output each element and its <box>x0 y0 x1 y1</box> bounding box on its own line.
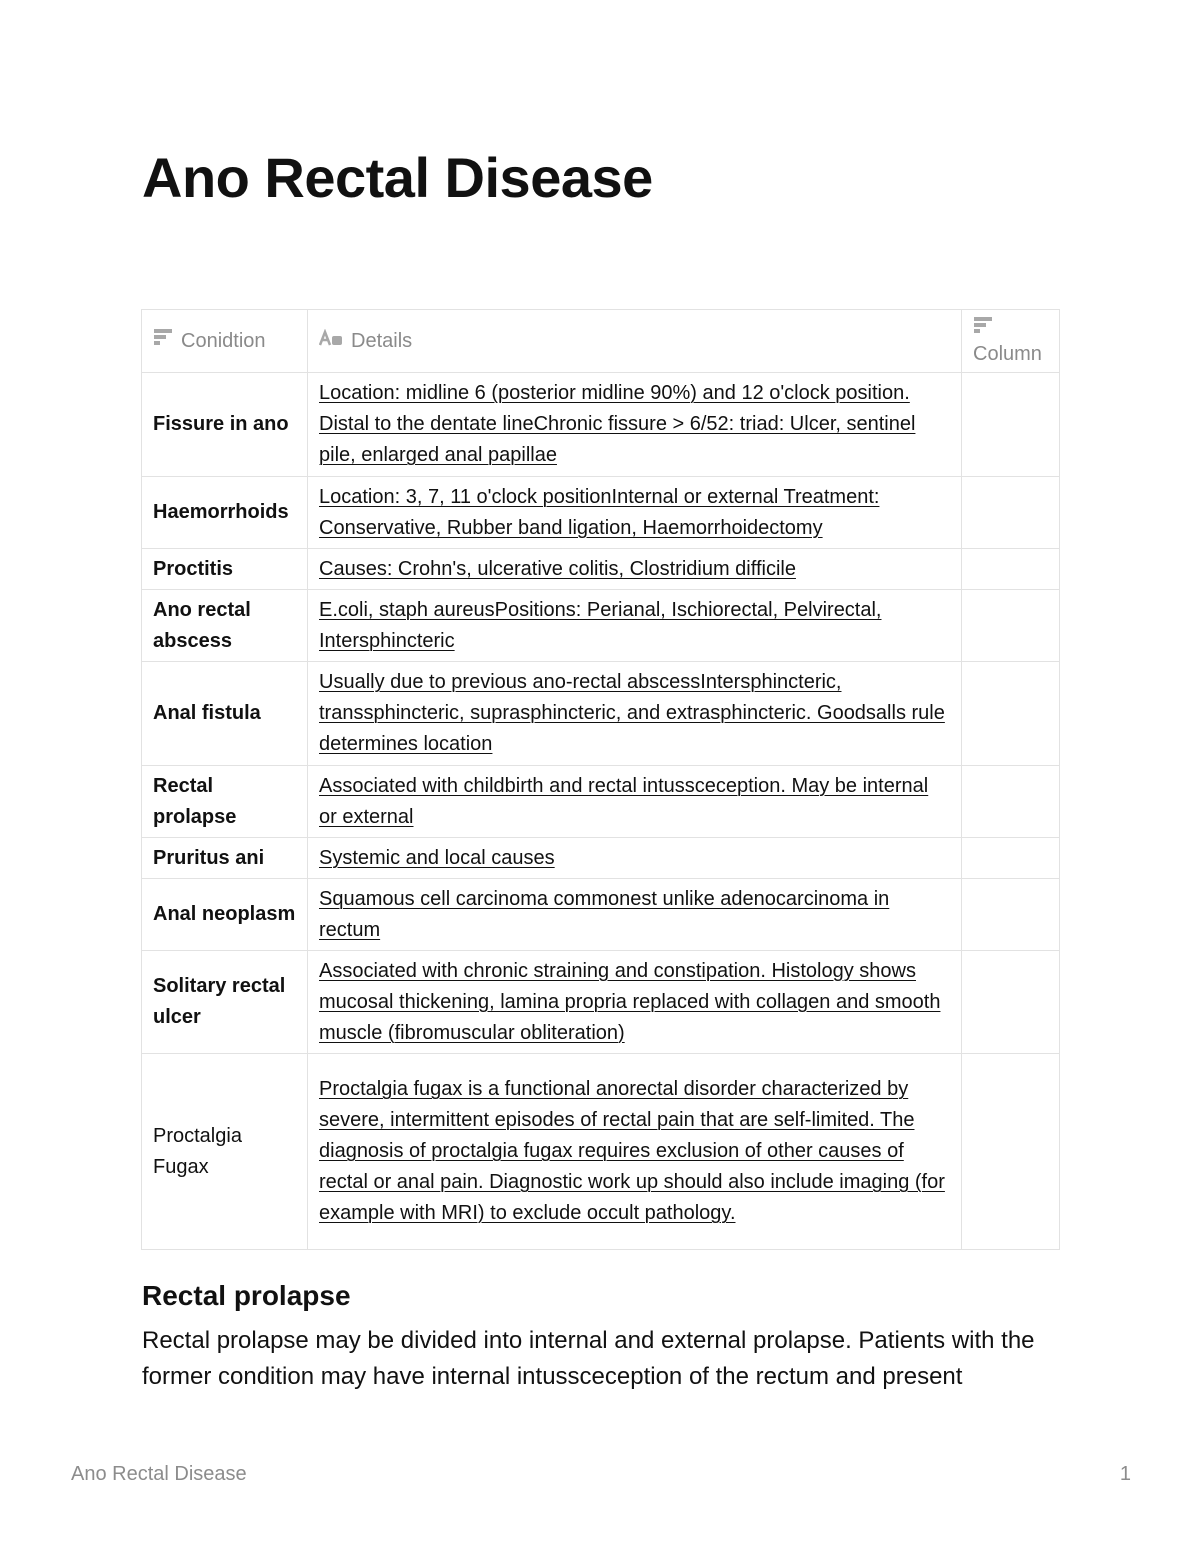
table-row <box>142 549 1060 590</box>
table-row <box>142 879 1060 951</box>
column-header-condition[interactable] <box>142 310 308 373</box>
condition-cell: Haemorrhoids <box>142 477 308 549</box>
text-property-icon <box>973 315 993 341</box>
condition-cell: Rectal prolapse <box>142 766 308 838</box>
condition-cell: Anal neoplasm <box>142 879 308 951</box>
details-cell[interactable]: Location: midline 6 (posterior midline 90%) and 12 o'clock position. Distal to the dentate lineChronic fissure > 6/52: triad: Ulcer, sentinel pile, enlarged anal papillae <box>308 373 962 477</box>
condition-cell: Pruritus ani <box>142 838 308 879</box>
details-cell[interactable]: Squamous cell carcinoma commonest unlike adenocarcinoma in rectum <box>308 879 962 951</box>
column-header-label: Conidtion <box>181 329 266 352</box>
column-cell[interactable] <box>962 879 1060 951</box>
details-cell[interactable]: Associated with childbirth and rectal intussceception. May be internal or external <box>308 766 962 838</box>
column-cell[interactable] <box>962 549 1060 590</box>
footer-page-number: 1 <box>1119 1463 1131 1485</box>
table-row <box>142 477 1060 549</box>
column-cell[interactable] <box>962 477 1060 549</box>
table-row <box>142 838 1060 879</box>
table-row <box>142 1054 1060 1250</box>
table-row <box>142 590 1060 662</box>
table-row <box>142 766 1060 838</box>
details-cell[interactable]: Proctalgia fugax is a functional anorectal disorder characterized by severe, intermittent episodes of rectal pain that are self-limited. The diagnosis of proctalgia fugax requires exclusion of other causes of rectal or anal pain. Diagnostic work up should also include imaging (for example with MRI) to exclude occult pathology. <box>308 1054 962 1250</box>
conditions-table <box>141 309 1060 1250</box>
details-cell[interactable]: Location: 3, 7, 11 o'clock positionInternal or external Treatment: Conservative, Rubber band ligation, Haemorrhoidectomy <box>308 477 962 549</box>
details-cell[interactable]: Usually due to previous ano-rectal abscessIntersphincteric, transsphincteric, suprasphincteric, and extrasphincteric. Goodsalls rule determines location <box>308 662 962 766</box>
column-cell[interactable] <box>962 590 1060 662</box>
table-header-row <box>142 310 1060 373</box>
condition-cell: Ano rectal abscess <box>142 590 308 662</box>
text-property-icon <box>319 326 343 357</box>
footer-document-title: Ano Rectal Disease <box>71 1463 247 1485</box>
details-cell[interactable]: Systemic and local causes <box>308 838 962 879</box>
text-property-icon <box>153 326 173 357</box>
page-title: Ano Rectal Disease <box>142 146 653 209</box>
column-header-column[interactable] <box>962 310 1060 373</box>
column-header-details[interactable] <box>308 310 962 373</box>
column-header-label: Details <box>351 329 413 352</box>
column-header-label: Column <box>973 343 1042 366</box>
table-row <box>142 662 1060 766</box>
column-cell[interactable] <box>962 838 1060 879</box>
details-cell[interactable]: E.coli, staph aureusPositions: Perianal, Ischiorectal, Pelvirectal, Intersphincteric <box>308 590 962 662</box>
column-cell[interactable] <box>962 951 1060 1054</box>
section-paragraph: Rectal prolapse may be divided into internal and external prolapse. Patients with the former condition may have internal intussceception of the rectum and present <box>142 1327 1035 1390</box>
condition-cell: Proctitis <box>142 549 308 590</box>
table-row <box>142 373 1060 477</box>
details-cell[interactable]: Causes: Crohn's, ulcerative colitis, Clostridium difficile <box>308 549 962 590</box>
details-cell[interactable]: Associated with chronic straining and constipation. Histology shows mucosal thickening, lamina propria replaced with collagen and smooth muscle (fibromuscular obliteration) <box>308 951 962 1054</box>
condition-cell: Proctalgia Fugax <box>142 1054 308 1250</box>
condition-cell: Solitary rectal ulcer <box>142 951 308 1054</box>
column-cell[interactable] <box>962 373 1060 477</box>
column-cell[interactable] <box>962 766 1060 838</box>
column-cell[interactable] <box>962 662 1060 766</box>
section-heading: Rectal prolapse <box>142 1280 351 1311</box>
column-cell[interactable] <box>962 1054 1060 1250</box>
condition-cell: Anal fistula <box>142 662 308 766</box>
table-row <box>142 951 1060 1054</box>
condition-cell: Fissure in ano <box>142 373 308 477</box>
